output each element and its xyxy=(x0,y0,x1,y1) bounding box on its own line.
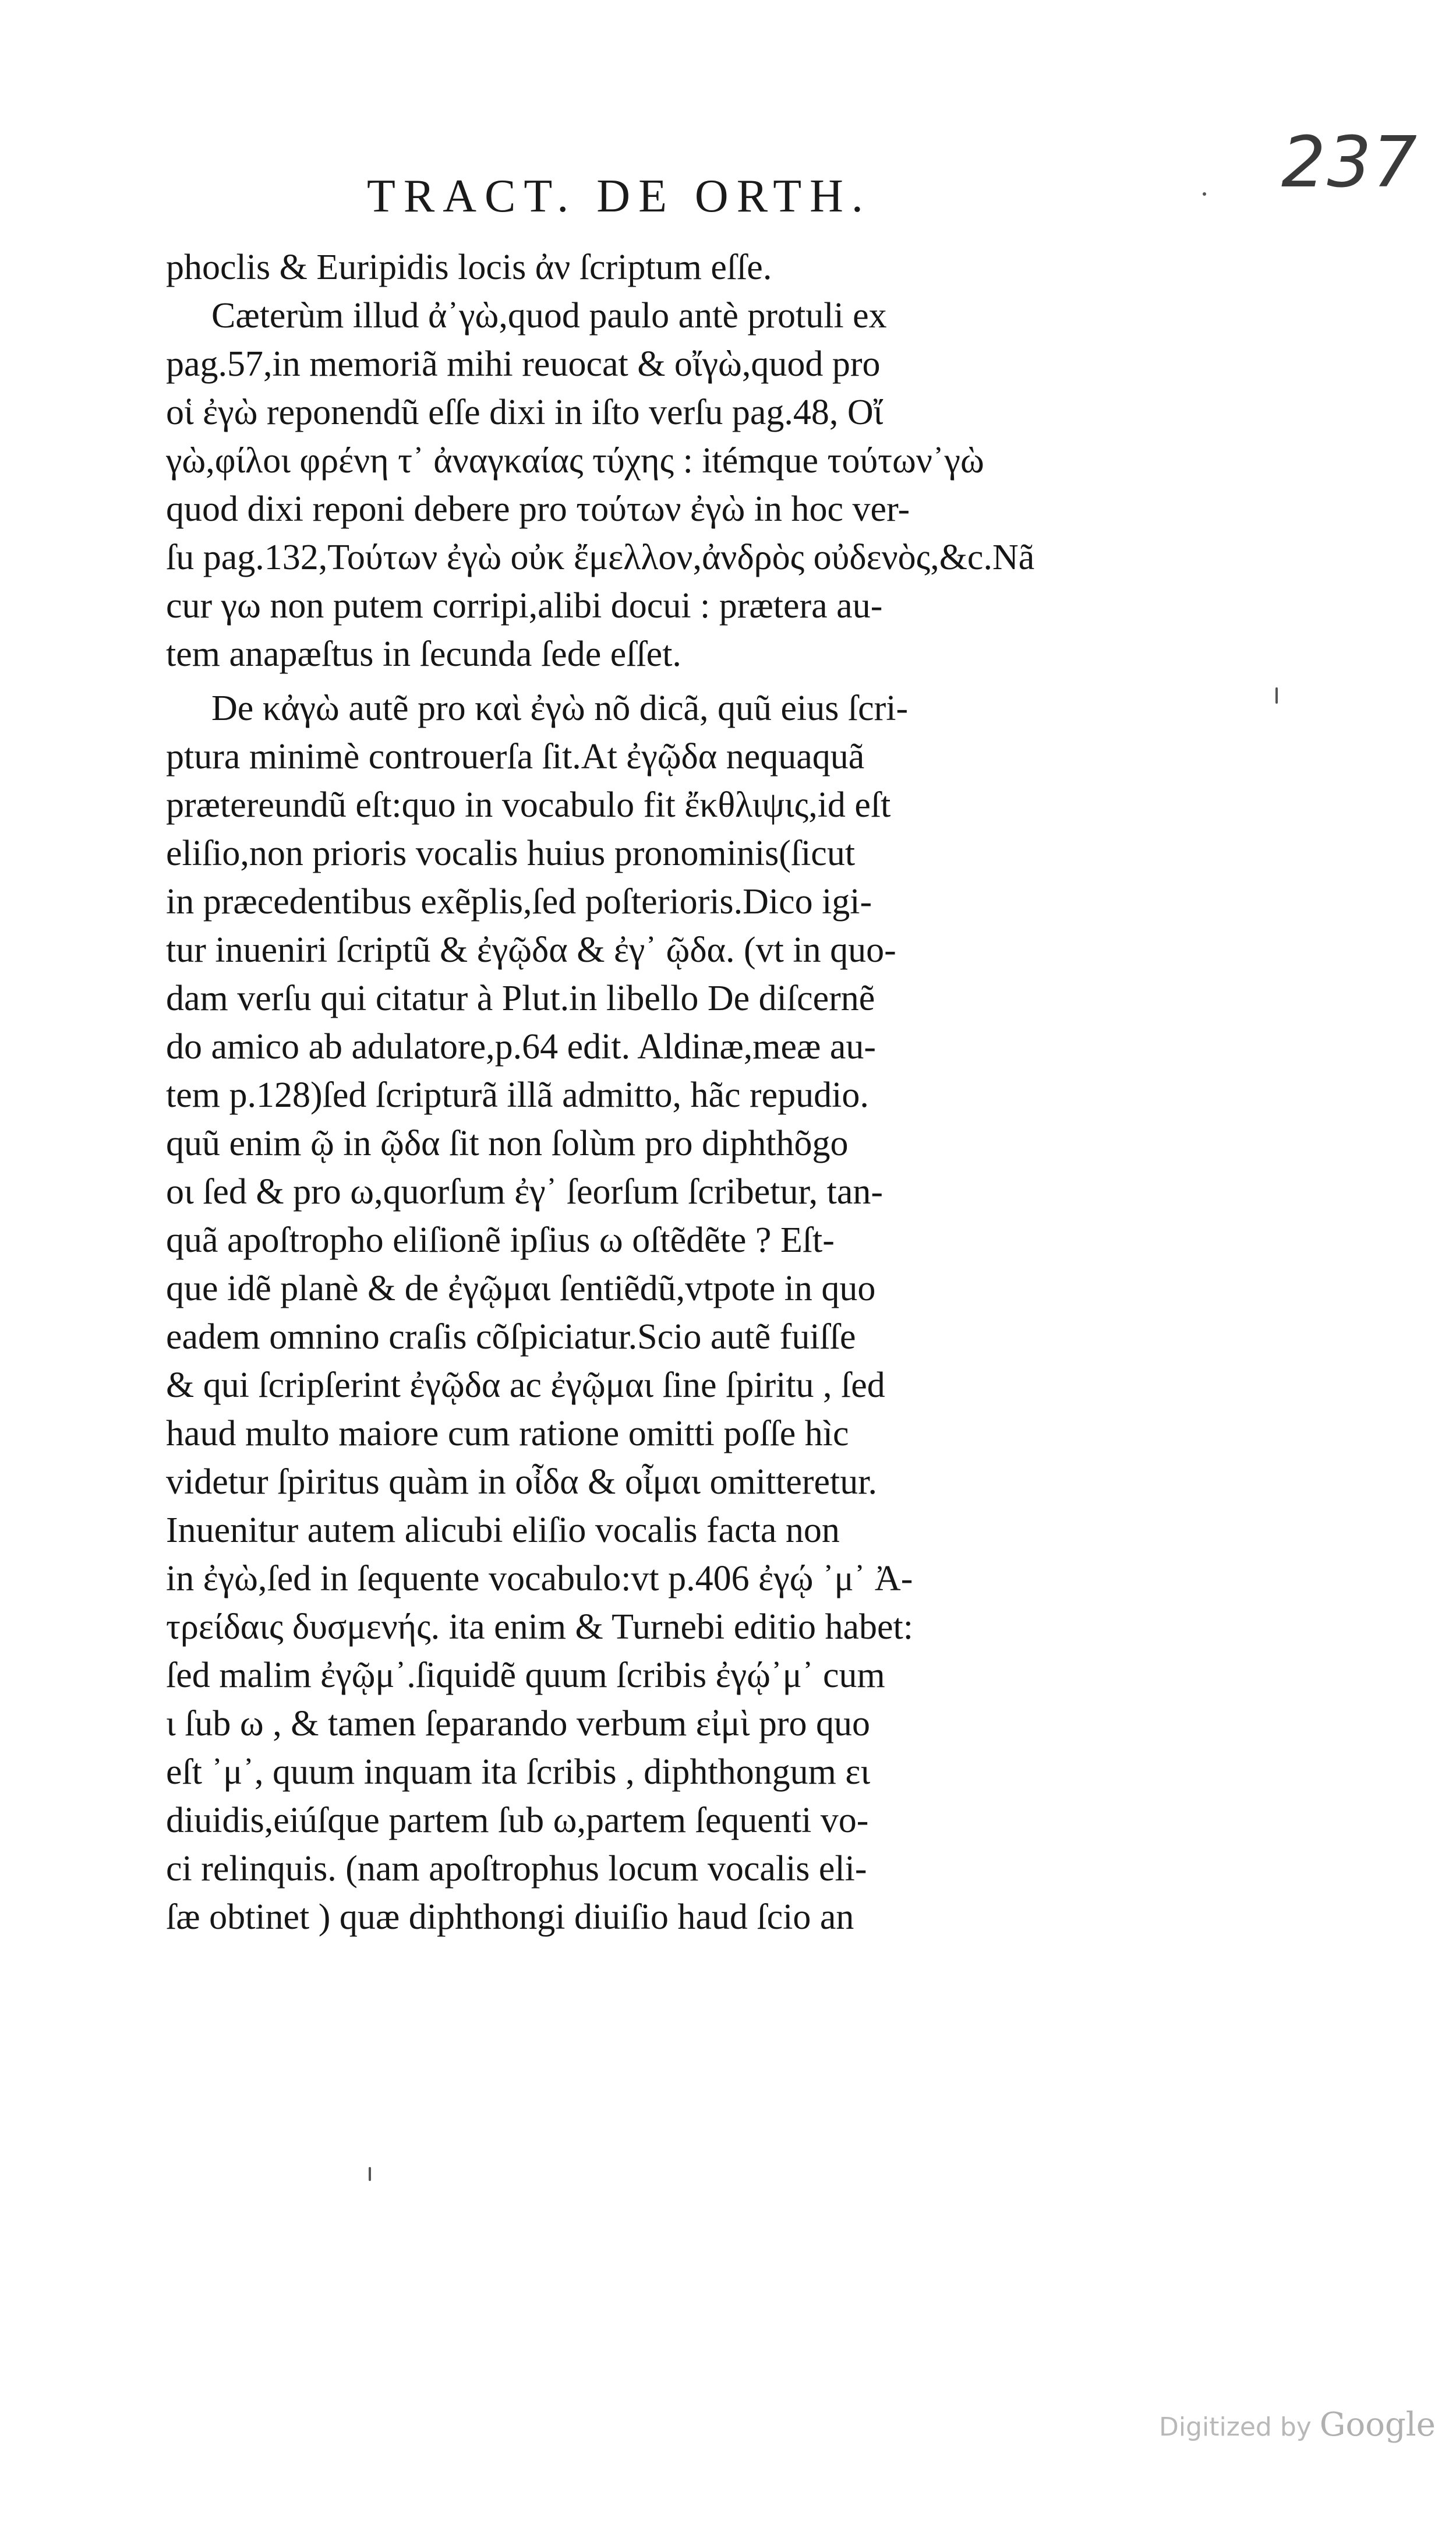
text-line: tem anapæſtus in ſecunda ſede eſſet. xyxy=(166,634,681,674)
text-line: haud multo maiore cum ratione omitti poſſe hìc xyxy=(166,1414,849,1453)
google-logo: Google xyxy=(1319,2406,1436,2444)
text-line: eadem omnino craſis cõſpiciatur.Scio autẽ fuiſſe xyxy=(166,1317,856,1357)
scan-speck xyxy=(1275,687,1278,704)
scan-speck xyxy=(1203,192,1206,196)
text-line: De κἀγὼ autẽ pro καὶ ἐγὼ nõ dicã, quũ eius ſcri- xyxy=(211,689,909,728)
text-line: dam verſu qui citatur à Plut.in libello De diſcernẽ xyxy=(166,979,875,1018)
text-line: diuidis,eiúſque partem ſub ω,partem ſequenti vo- xyxy=(166,1801,869,1840)
scan-speck xyxy=(369,2167,371,2181)
text-line: eſt ᾽μ᾽, quum inquam ita ſcribis , diphthongum ει xyxy=(166,1752,871,1792)
text-line: τρείδαις δυσμενής. ita enim & Turnebi editio habet: xyxy=(166,1607,913,1647)
digitized-prefix: Digitized by xyxy=(1159,2412,1312,2442)
text-line: quod dixi reponi debere pro τούτων ἐγὼ in hoc ver- xyxy=(166,489,910,529)
text-line: in ἐγὼ,ſed in ſequente vocabulo:vt p.406 ἐγῴ ᾽μ᾽ Ἀ- xyxy=(166,1559,913,1598)
running-head: TRACT. DE ORTH. xyxy=(367,171,871,222)
text-line: tem p.128)ſed ſcripturã illã admitto, hãc repudio. xyxy=(166,1075,869,1115)
text-line: quũ enim ῷ in ῷδα ſit non ſolùm pro diphthõgo xyxy=(166,1124,849,1163)
text-line: prætereundũ eſt:quo in vocabulo fit ἔκθλιψις,id eſt xyxy=(166,785,891,825)
text-line: videtur ſpiritus quàm in οἶδα & οἶμαι omitteretur. xyxy=(166,1462,877,1502)
text-line: οἱ ἐγὼ reponendũ eſſe dixi in iſto verſu pag.48, Οἴ xyxy=(166,393,884,432)
text-line: οι ſed & pro ω,quorſum ἐγ᾽ ſeorſum ſcribetur, tan- xyxy=(166,1172,884,1212)
text-line: ci relinquis. (nam apoſtrophus locum vocalis eli- xyxy=(166,1849,867,1889)
text-line: tur inueniri ſcriptũ & ἐγῷδα & ἐγ᾽ ῷδα. (vt in quo- xyxy=(166,930,896,970)
text-line: do amico ab adulatore,p.64 edit. Aldinæ,meæ au- xyxy=(166,1027,877,1067)
text-line: ι ſub ω , & tamen ſeparando verbum εἰμὶ pro quo xyxy=(166,1704,871,1744)
text-line: ptura minimè controuerſa ſit.At ἐγῷδα nequaquã xyxy=(166,737,865,777)
page-number: 237 xyxy=(1281,122,1419,203)
text-line: ſed malim ἐγῷμ᾽.ſiquidẽ quum ſcribis ἐγῴ᾽μ᾽ cum xyxy=(166,1656,885,1695)
text-line: cur γω non putem corripi,alibi docui : prætera au- xyxy=(166,586,883,626)
text-line: eliſio,non prioris vocalis huius pronominis(ſicut xyxy=(166,834,856,873)
text-line: quã apoſtropho eliſionẽ ipſius ω oſtẽdẽte ? Eſt- xyxy=(166,1220,835,1260)
text-line: que idẽ planè & de ἐγῷμαι ſentiẽdũ,vtpote in quo xyxy=(166,1269,876,1308)
text-line: pag.57,in memoriã mihi reuocat & οἴγὼ,quod pro xyxy=(166,344,881,384)
text-block xyxy=(166,243,1083,1942)
text-line: ſu pag.132,Τούτων ἐγὼ οὐκ ἔμελλον,ἀνδρὸς οὐδενὸς,&c.Nã xyxy=(166,538,1035,577)
text-line: in præcedentibus exẽplis,ſed poſterioris.Dico igi- xyxy=(166,882,872,922)
text-line: γὼ,φίλοι φρένη τ᾽ ἀναγκαίας τύχης : itémque τούτων᾽γὼ xyxy=(166,441,984,481)
digitized-footer xyxy=(1159,2406,1436,2444)
text-line: ſæ obtinet ) quæ diphthongi diuiſio haud ſcio an xyxy=(166,1897,854,1937)
text-line: & qui ſcripſerint ἐγῷδα ac ἐγῷμαι ſine ſpiritu , ſed xyxy=(166,1365,885,1405)
text-line: phoclis & Euripidis locis ἀν ſcriptum eſſe. xyxy=(166,248,772,287)
text-line: Inuenitur autem alicubi eliſio vocalis facta non xyxy=(166,1510,840,1550)
text-line: Cæterùm illud ἀ᾽γὼ,quod paulo antè protuli ex xyxy=(211,296,887,336)
